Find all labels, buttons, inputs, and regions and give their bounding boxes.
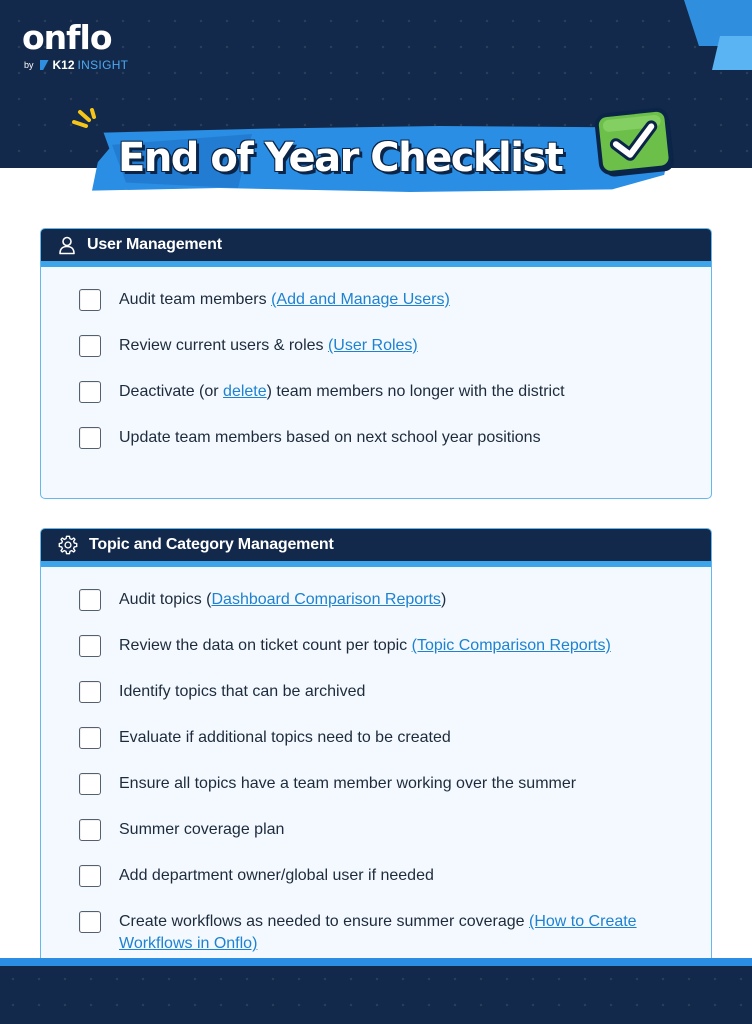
item-label-suffix: ) <box>440 591 447 608</box>
checklist-item <box>79 381 711 427</box>
item-label: Create workflows as needed to ensure summer coverage <box>119 913 529 930</box>
checklist-item <box>79 635 711 681</box>
checkbox[interactable] <box>79 819 101 841</box>
gear-icon <box>57 534 79 556</box>
k12-mark-icon <box>40 60 49 70</box>
checklist-item <box>79 427 711 473</box>
check-icon <box>594 106 680 182</box>
item-label: Update team members based on next school year positions <box>119 429 541 446</box>
help-link[interactable]: (Topic Comparison Reports) <box>411 637 611 654</box>
checkbox[interactable] <box>79 681 101 703</box>
logo-k12: K12 <box>52 58 75 72</box>
item-text <box>119 681 639 703</box>
checkbox[interactable] <box>79 335 101 357</box>
user-icon <box>57 235 77 255</box>
checklist <box>41 567 711 957</box>
logo-wordmark: onflo <box>22 18 112 57</box>
checklist-item <box>79 681 711 727</box>
section-title: User Management <box>87 236 222 253</box>
checklist <box>41 267 711 473</box>
help-link[interactable]: delete <box>223 383 267 400</box>
section-header <box>41 229 711 267</box>
checkbox[interactable] <box>79 727 101 749</box>
item-label: Add department owner/global user if needed <box>119 867 434 884</box>
item-text <box>119 773 639 795</box>
item-text <box>119 589 639 611</box>
item-label: Review the data on ticket count per topic <box>119 637 412 654</box>
checkbox[interactable] <box>79 289 101 311</box>
user-management-section <box>40 228 712 499</box>
checklist-item <box>79 335 711 381</box>
item-text <box>119 865 639 887</box>
item-label-suffix: ) team members no longer with the district <box>266 383 565 400</box>
checkbox[interactable] <box>79 589 101 611</box>
item-label: Evaluate if additional topics need to be created <box>119 729 451 746</box>
item-label: Audit team members <box>119 291 272 308</box>
checklist-item <box>79 773 711 819</box>
checkbox[interactable] <box>79 427 101 449</box>
checklist-item <box>79 911 711 957</box>
section-header <box>41 529 711 567</box>
item-text <box>119 289 639 311</box>
item-text <box>119 427 639 449</box>
logo-byline <box>24 58 128 72</box>
checklist-item <box>79 865 711 911</box>
section-title: Topic and Category Management <box>89 536 334 553</box>
item-text <box>119 381 639 403</box>
checklist-item <box>79 589 711 635</box>
item-text <box>119 727 639 749</box>
item-text <box>119 911 639 955</box>
item-label: Audit topics ( <box>119 591 212 608</box>
footer-band <box>0 958 752 1024</box>
item-text <box>119 819 639 841</box>
checklist-item <box>79 727 711 773</box>
title-banner <box>92 118 672 198</box>
logo-insight: INSIGHT <box>77 58 129 72</box>
item-label: Identify topics that can be archived <box>119 683 366 700</box>
item-label: Ensure all topics have a team member working over the summer <box>119 775 577 792</box>
item-label: Review current users & roles <box>119 337 328 354</box>
onflo-logo <box>22 20 128 72</box>
item-text <box>119 635 639 657</box>
help-link[interactable]: (User Roles) <box>327 337 418 354</box>
topic-category-section <box>40 528 712 998</box>
item-label: Deactivate (or <box>119 383 224 400</box>
checkbox[interactable] <box>79 635 101 657</box>
checklist-item <box>79 819 711 865</box>
page-title: End of Year Checklist <box>118 135 563 181</box>
help-link[interactable]: Dashboard Comparison Reports <box>211 591 441 608</box>
checkbox[interactable] <box>79 865 101 887</box>
checkbox[interactable] <box>79 381 101 403</box>
help-link[interactable]: (How to Create Workflows in Onflo) <box>119 913 637 952</box>
item-label: Summer coverage plan <box>119 821 285 838</box>
item-text <box>119 335 639 357</box>
checklist-item <box>79 289 711 335</box>
help-link[interactable]: (Add and Manage Users) <box>271 291 450 308</box>
checkbox[interactable] <box>79 911 101 933</box>
logo-by: by <box>24 60 34 70</box>
checkbox[interactable] <box>79 773 101 795</box>
